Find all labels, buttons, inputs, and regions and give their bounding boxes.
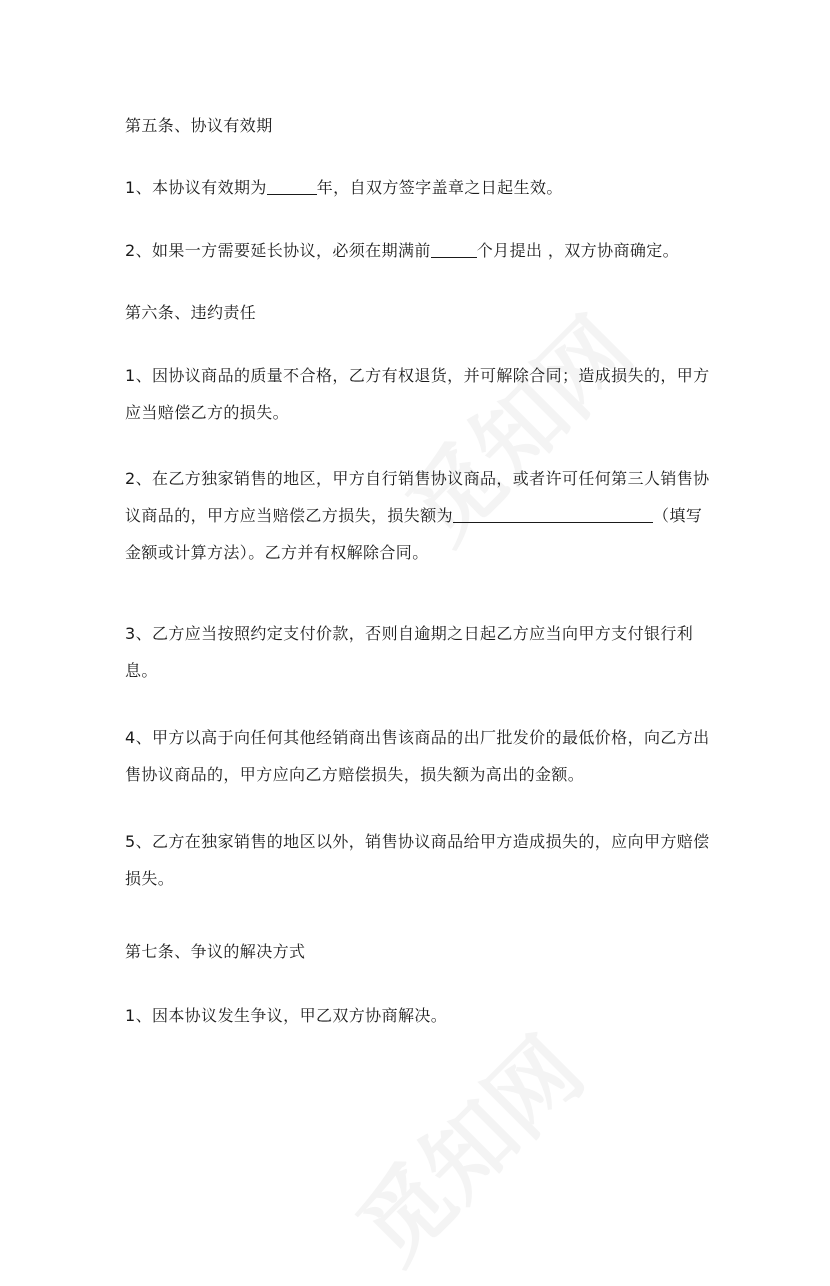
section-7-clause-1: 1、因本协议发生争议，甲乙双方协商解决。 [125,1006,448,1025]
section-6-clause-4: 4、甲方以高于向任何其他经销商出售该商品的出厂批发价的最低价格，向乙方出售协议商品的，甲方应向乙方赔偿损失，损失额为高出的金额。 [125,728,710,784]
fill-blank-years[interactable] [267,178,317,195]
section-5-title: 第五条、协议有效期 [125,116,273,135]
section-6-title: 第六条、违约责任 [125,303,257,322]
fill-blank-amount[interactable] [453,506,653,523]
section-5-clause-1: 1、本协议有效期为 年，自双方签字盖章之日起生效。 [125,178,563,197]
section-6-clause-3: 3、乙方应当按照约定支付价款，否则自逾期之日起乙方应当向甲方支付银行利息。 [125,624,694,680]
section-6-clause-2: 2、在乙方独家销售的地区，甲方自行销售协议商品，或者许可任何第三人销售协议商品的，甲方应当赔偿乙方损失，损失额为 （填写金额或计算方法）。乙方并有权解除合同。 [125,469,710,562]
section-7-title: 第七条、争议的解决方式 [125,942,306,961]
section-6-clause-1: 1、因协议商品的质量不合格，乙方有权退货，并可解除合同；造成损失的，甲方应当赔偿乙方的损失。 [125,366,710,422]
fill-blank-months[interactable] [431,241,477,258]
section-6-clause-5: 5、乙方在独家销售的地区以外，销售协议商品给甲方造成损失的，应向甲方赔偿损失。 [125,832,710,888]
watermark [324,1004,607,1286]
section-5-clause-2: 2、如果一方需要延长协议，必须在期满前 个月提出 ，双方协商确定。 [125,241,680,260]
